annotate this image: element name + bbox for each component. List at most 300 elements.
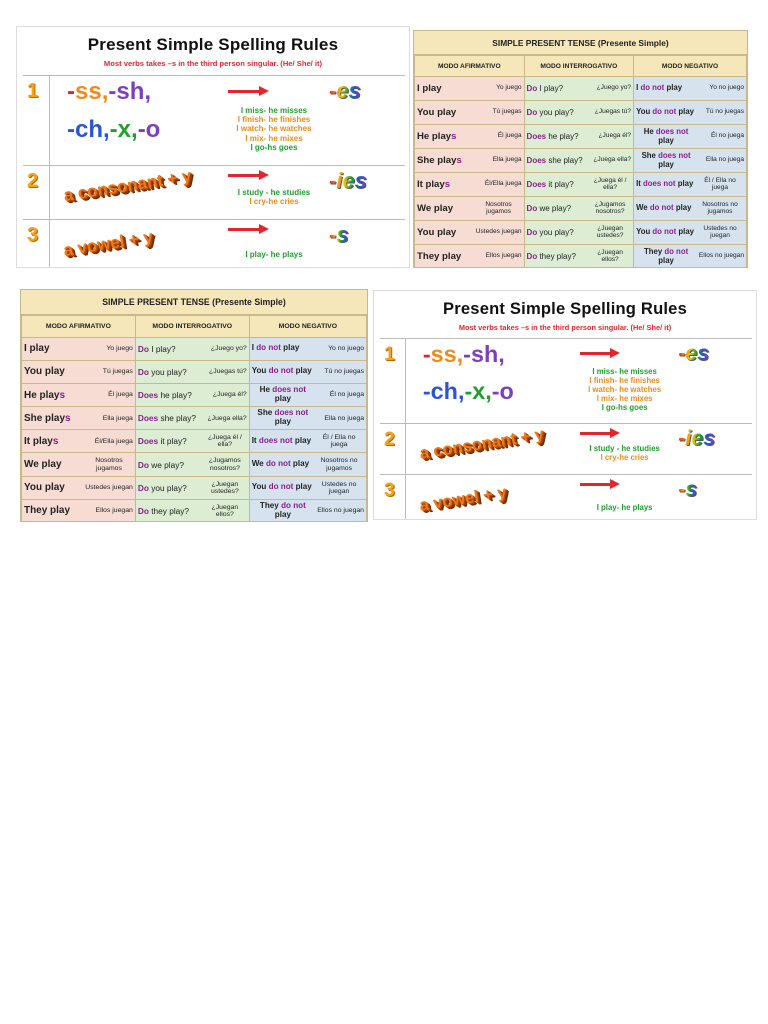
rule-number: 3: [27, 224, 39, 247]
negative-auxiliary: does not: [274, 408, 309, 418]
negative-spanish: Ustedes no juegan: [703, 224, 737, 239]
examples-list: [219, 250, 329, 259]
verb-phrase: You play: [417, 107, 457, 118]
interrogative-english: [527, 252, 576, 261]
affirmative-english: [417, 251, 461, 262]
negative-cell: [634, 173, 747, 197]
negative-auxiliary: does not: [272, 385, 307, 395]
question-rest: it play?: [546, 180, 574, 189]
negative-spanish: Yo no juego: [709, 84, 744, 92]
negative-auxiliary: do not: [268, 366, 294, 376]
verb-phrase: We play: [24, 459, 62, 471]
ending-token: -sh,: [108, 78, 152, 105]
third-person-suffix: s: [444, 179, 451, 190]
negative-spanish: Él / Ella no juega: [704, 176, 736, 191]
negative-english: [252, 409, 314, 427]
affirmative-english: [24, 413, 71, 424]
interrogative-cell: [135, 407, 249, 430]
auxiliary-verb: Does: [137, 390, 159, 401]
ending-token: -x,: [109, 116, 138, 143]
negative-cell: [249, 476, 366, 499]
negative-english: [252, 367, 312, 376]
interrogative-cell: [524, 173, 634, 197]
negative-english: [252, 483, 312, 492]
negative-english: [252, 502, 314, 520]
rule-divider: [49, 220, 50, 268]
rule-label: a vowel + y: [417, 482, 508, 515]
interrogative-spanish: ¿Juegas tú?: [594, 108, 632, 116]
question-rest: we play?: [148, 459, 184, 470]
interrogative-cell: [524, 77, 634, 101]
rules-title: Present Simple Spelling Rules: [87, 35, 339, 54]
endings-line: [67, 116, 160, 144]
affirmative-cell: [22, 453, 136, 476]
verb: play: [292, 459, 310, 469]
column-header: MODO AFIRMATIVO: [22, 315, 136, 337]
subject: They: [643, 246, 663, 256]
affirmative-cell: [415, 125, 525, 149]
negative-spanish: Tú no juegas: [324, 368, 364, 376]
verb-phrase: She play: [417, 155, 457, 166]
interrogative-spanish: ¿Juegan ustedes?: [596, 224, 624, 239]
negative-auxiliary: does not: [658, 150, 691, 160]
auxiliary-verb: Does: [526, 180, 547, 189]
rule-row: [23, 76, 405, 166]
auxiliary-verb: Do: [526, 228, 538, 237]
auxiliary-verb: Do: [137, 343, 149, 354]
arrow-icon: [228, 228, 261, 231]
affirmative-spanish: Nosotros jugamos: [485, 200, 512, 215]
subject: It: [251, 435, 257, 445]
example-line: I play- he plays: [245, 250, 303, 260]
negative-auxiliary: do not: [664, 246, 689, 256]
affirmative-spanish: Yo juego: [106, 345, 133, 353]
example-line: I mix- he mixes: [596, 393, 653, 403]
interrogative-cell: [524, 221, 634, 245]
negative-english: [252, 437, 311, 446]
interrogative-cell: [135, 360, 249, 383]
interrogative-cell: [135, 384, 249, 407]
affirmative-spanish: Ellos juegan: [485, 252, 522, 260]
verb-phrase: You play: [24, 366, 65, 378]
negative-auxiliary: does not: [655, 126, 689, 136]
negative-english: [252, 386, 314, 404]
ending-token: ss,: [430, 340, 464, 367]
table-row: [22, 407, 367, 430]
suffix-label: -es: [329, 78, 361, 103]
interrogative-cell: [524, 125, 634, 149]
third-person-suffix: s: [456, 155, 462, 166]
negative-english: [636, 108, 694, 117]
affirmative-english: [24, 343, 50, 354]
rule-divider: [405, 475, 406, 520]
third-person-suffix: s: [451, 131, 457, 142]
ending-token: -: [422, 340, 431, 367]
negative-spanish: Ellos no juegan: [317, 507, 364, 515]
interrogative-spanish: ¿Juega él / ella?: [593, 176, 627, 191]
rule-label: a vowel + y: [61, 227, 155, 261]
negative-spanish: Nosotros no jugamos: [320, 457, 358, 472]
rule-number: 1: [27, 80, 39, 102]
affirmative-spanish: Nosotros jugamos: [95, 457, 123, 472]
subject: You: [251, 482, 267, 492]
verb: play: [677, 179, 694, 189]
table-row: [415, 197, 747, 221]
negative-spanish: Nosotros no jugamos: [702, 200, 738, 215]
affirmative-cell: [415, 197, 525, 221]
table-title: SIMPLE PRESENT TENSE (Presente Simple): [414, 31, 747, 55]
example-line: I watch- he watches: [236, 124, 312, 134]
column-header: MODO INTERROGATIVO: [135, 315, 249, 337]
interrogative-english: [138, 506, 189, 516]
subject: I: [251, 343, 254, 353]
verb: play: [678, 227, 695, 237]
affirmative-cell: [415, 221, 525, 245]
question-rest: you play?: [537, 108, 574, 117]
interrogative-cell: [135, 453, 249, 476]
example-line: I go-hs goes: [601, 402, 648, 412]
interrogative-english: [138, 483, 187, 493]
endings-line: [423, 378, 514, 405]
rule-label: a consonant + y: [418, 424, 546, 463]
interrogative-cell: [135, 499, 249, 522]
interrogative-spanish: ¿Juega él / ella?: [207, 434, 242, 449]
negative-cell: [634, 245, 747, 269]
negative-cell: [634, 77, 747, 101]
interrogative-english: [527, 156, 583, 165]
subject: It: [636, 179, 641, 189]
endings-line: [423, 341, 505, 368]
negative-auxiliary: does not: [258, 435, 293, 445]
arrow-icon: [228, 90, 261, 93]
question-rest: you play?: [148, 366, 187, 377]
rules-list: [23, 75, 405, 263]
tense-table: [21, 315, 367, 522]
table-row: [415, 245, 747, 269]
verb-phrase: It play: [417, 179, 445, 190]
auxiliary-verb: Do: [526, 252, 538, 261]
rule-label: a consonant + y: [62, 166, 193, 206]
table-row: [415, 125, 747, 149]
examples-list: [219, 188, 329, 206]
verb-phrase: You play: [24, 482, 65, 494]
table-row: [415, 221, 747, 245]
arrow-icon: [580, 483, 612, 486]
example-line: I cry-he cries: [600, 453, 649, 463]
affirmative-spanish: Tú juegas: [492, 108, 522, 116]
affirmative-english: [417, 155, 462, 166]
example-line: I study - he studies: [589, 444, 660, 454]
column-header: MODO NEGATIVO: [634, 56, 747, 77]
negative-cell: [634, 197, 747, 221]
arrow-icon: [228, 174, 261, 177]
verb: play: [283, 343, 300, 353]
arrow-icon: [580, 432, 612, 435]
interrogative-english: [138, 344, 176, 354]
interrogative-english: [527, 180, 574, 189]
interrogative-cell: [524, 101, 634, 125]
table-row: [415, 77, 747, 101]
auxiliary-verb: Do: [526, 204, 538, 213]
verb: play: [658, 159, 674, 169]
negative-cell: [249, 337, 366, 360]
interrogative-spanish: ¿Juega ella?: [207, 414, 247, 422]
interrogative-english: [138, 460, 184, 470]
affirmative-cell: [22, 360, 136, 383]
suffix-label: -es: [678, 340, 710, 365]
examples-list: [571, 445, 678, 463]
subject: You: [636, 227, 651, 237]
subject: I: [636, 83, 639, 93]
tense-table-panel-top: [413, 30, 748, 268]
rules-list: [380, 338, 752, 515]
negative-spanish: Él no juega: [711, 132, 744, 140]
arrow-icon: [580, 352, 612, 355]
verb: play: [678, 107, 695, 117]
negative-auxiliary: do not: [268, 482, 294, 492]
question-rest: he play?: [546, 132, 579, 141]
subject: We: [251, 459, 264, 469]
negative-english: [252, 460, 309, 469]
negative-cell: [249, 453, 366, 476]
interrogative-english: [527, 204, 571, 213]
affirmative-english: [24, 366, 65, 377]
affirmative-english: [24, 436, 58, 447]
verb-phrase: She play: [24, 412, 65, 424]
rules-subtitle: Most verbs takes –s in the third person singular. (He/ She/ it): [458, 322, 672, 332]
rule-divider: [405, 339, 406, 423]
negative-english: [636, 248, 696, 265]
negative-spanish: Ella no juega: [705, 156, 744, 164]
example-line: I go-hs goes: [250, 142, 298, 152]
table-row: [22, 476, 367, 499]
auxiliary-verb: Does: [526, 156, 547, 165]
negative-english: [636, 152, 696, 169]
question-rest: I play?: [537, 84, 564, 93]
verb-phrase: He play: [24, 389, 60, 401]
verb: play: [274, 509, 291, 519]
question-rest: she play?: [546, 156, 583, 165]
negative-english: [636, 228, 694, 237]
negative-cell: [249, 499, 366, 522]
negative-cell: [634, 149, 747, 173]
ending-token: -sh,: [463, 340, 505, 367]
interrogative-spanish: ¿Jugamos nosotros?: [594, 200, 626, 215]
affirmative-spanish: Él juega: [108, 391, 133, 399]
negative-cell: [634, 101, 747, 125]
example-line: I cry-he cries: [249, 197, 299, 207]
spelling-rules-panel-top: [16, 26, 410, 268]
affirmative-english: [417, 107, 456, 118]
affirmative-cell: [415, 77, 525, 101]
rule-number: 2: [384, 427, 395, 450]
table-row: [22, 453, 367, 476]
affirmative-cell: [415, 101, 525, 125]
negative-spanish: Él no juega: [329, 391, 364, 399]
interrogative-english: [527, 84, 563, 93]
table-row: [22, 384, 367, 407]
example-line: I miss- he misses: [240, 106, 308, 115]
example-line: I watch- he watches: [588, 384, 662, 394]
affirmative-cell: [22, 476, 136, 499]
interrogative-english: [527, 108, 574, 117]
interrogative-spanish: ¿Juegan ellos?: [211, 503, 239, 518]
verb-phrase: I play: [24, 343, 50, 355]
negative-auxiliary: does not: [643, 179, 676, 189]
ending-token: -ch,: [67, 116, 110, 143]
affirmative-spanish: Él/Ella juega: [94, 437, 133, 445]
affirmative-spanish: Ellos juegan: [95, 507, 133, 515]
affirmative-spanish: Ella juega: [492, 156, 522, 164]
verb-phrase: They play: [417, 251, 462, 262]
suffix-label: -ies: [678, 425, 716, 450]
affirmative-spanish: Ustedes juegan: [475, 228, 522, 236]
question-rest: they play?: [537, 252, 576, 261]
negative-cell: [634, 221, 747, 245]
interrogative-english: [138, 436, 187, 446]
subject: You: [251, 366, 267, 376]
affirmative-english: [417, 203, 453, 214]
table-row: [22, 499, 367, 522]
affirmative-cell: [22, 499, 136, 522]
verb: play: [295, 482, 312, 492]
ending-token: -o: [137, 116, 161, 143]
suffix-label: -s: [678, 477, 698, 502]
negative-cell: [249, 430, 366, 453]
table-row: [415, 149, 747, 173]
affirmative-english: [417, 227, 456, 238]
negative-spanish: Ella no juega: [324, 414, 364, 422]
rule-divider: [405, 424, 406, 474]
negative-english: [636, 84, 682, 93]
interrogative-spanish: ¿Juego yo?: [210, 345, 247, 353]
interrogative-spanish: ¿Juego yo?: [596, 84, 632, 92]
question-rest: I play?: [148, 343, 176, 354]
tense-table: [414, 55, 747, 268]
verb: play: [274, 417, 291, 427]
negative-auxiliary: do not: [649, 203, 674, 213]
endings-line: [67, 78, 151, 106]
affirmative-spanish: Tú juegas: [102, 368, 133, 376]
auxiliary-verb: Do: [137, 366, 149, 377]
ending-token: -x,: [464, 377, 492, 404]
rule-number: 3: [384, 479, 395, 502]
interrogative-spanish: ¿Juegas tú?: [209, 368, 247, 376]
negative-auxiliary: do not: [652, 227, 677, 237]
tense-table-panel-bottom: [20, 289, 368, 522]
auxiliary-verb: Do: [526, 108, 538, 117]
interrogative-cell: [135, 476, 249, 499]
third-person-suffix: s: [52, 435, 59, 447]
affirmative-cell: [22, 384, 136, 407]
negative-cell: [249, 360, 366, 383]
spelling-rules-panel-bottom: [373, 290, 757, 520]
negative-auxiliary: do not: [256, 343, 281, 353]
negative-auxiliary: do not: [640, 83, 665, 93]
negative-english: [252, 344, 300, 353]
affirmative-spanish: Él juega: [497, 132, 522, 140]
column-header: MODO AFIRMATIVO: [415, 56, 525, 77]
auxiliary-verb: Does: [137, 413, 159, 424]
auxiliary-verb: Do: [137, 459, 149, 470]
affirmative-spanish: Ustedes juegan: [85, 484, 133, 492]
affirmative-spanish: Él/Ella juega: [484, 180, 522, 188]
affirmative-english: [417, 131, 456, 142]
rules-subtitle: Most verbs takes –s in the third person singular. (He/ She/ it): [103, 59, 323, 68]
verb: play: [294, 435, 312, 445]
interrogative-spanish: ¿Juega él?: [598, 132, 632, 140]
table-title: SIMPLE PRESENT TENSE (Presente Simple): [21, 290, 367, 315]
verb-phrase: He play: [417, 131, 452, 142]
rule-row: [380, 424, 752, 475]
verb: play: [295, 366, 312, 376]
rule-number: 2: [27, 170, 39, 193]
interrogative-cell: [135, 430, 249, 453]
rule-divider: [49, 76, 50, 165]
question-rest: he play?: [158, 390, 192, 401]
affirmative-english: [24, 459, 62, 470]
auxiliary-verb: Do: [137, 505, 149, 516]
negative-english: [636, 204, 691, 213]
column-header: MODO NEGATIVO: [249, 315, 366, 337]
verb-phrase: We play: [417, 203, 454, 214]
rule-row: [380, 475, 752, 520]
suffix-label: -s: [329, 222, 349, 248]
negative-spanish: Él / Ella no juega: [322, 434, 356, 449]
subject: He: [643, 126, 654, 136]
examples-list: [571, 368, 678, 413]
interrogative-spanish: ¿Jugamos nosotros?: [208, 457, 241, 472]
negative-auxiliary: do not: [281, 500, 306, 510]
subject: They: [259, 500, 279, 510]
negative-spanish: Ellos no juegan: [698, 252, 744, 260]
interrogative-english: [527, 228, 574, 237]
ending-token: -o: [491, 377, 514, 404]
example-line: I finish- he finishes: [237, 115, 311, 125]
verb: play: [658, 135, 674, 145]
example-line: I mix- he mixes: [245, 133, 303, 143]
verb: play: [675, 203, 692, 213]
rule-row: [380, 339, 752, 424]
question-rest: she play?: [158, 413, 196, 424]
question-rest: it play?: [158, 436, 187, 447]
interrogative-spanish: ¿Juegan ustedes?: [210, 480, 239, 495]
question-rest: you play?: [148, 482, 187, 493]
examples-list: [571, 504, 678, 513]
interrogative-english: [527, 132, 579, 141]
question-rest: we play?: [537, 204, 572, 213]
third-person-suffix: s: [59, 389, 66, 401]
affirmative-english: [24, 390, 65, 401]
ending-token: ss,: [75, 78, 109, 105]
question-rest: they play?: [148, 505, 190, 516]
rule-row: [23, 166, 405, 220]
affirmative-english: [417, 83, 442, 94]
affirmative-spanish: Yo juego: [496, 84, 522, 92]
interrogative-english: [138, 367, 187, 377]
affirmative-cell: [22, 337, 136, 360]
subject: She: [257, 408, 273, 418]
affirmative-english: [24, 505, 70, 516]
interrogative-cell: [135, 337, 249, 360]
interrogative-spanish: ¿Juega ella?: [593, 156, 632, 164]
negative-spanish: Ustedes no juegan: [321, 480, 357, 495]
verb: play: [666, 83, 683, 93]
subject: You: [636, 107, 651, 117]
auxiliary-verb: Does: [526, 132, 547, 141]
negative-spanish: Yo no juego: [328, 345, 364, 353]
table-row: [22, 337, 367, 360]
